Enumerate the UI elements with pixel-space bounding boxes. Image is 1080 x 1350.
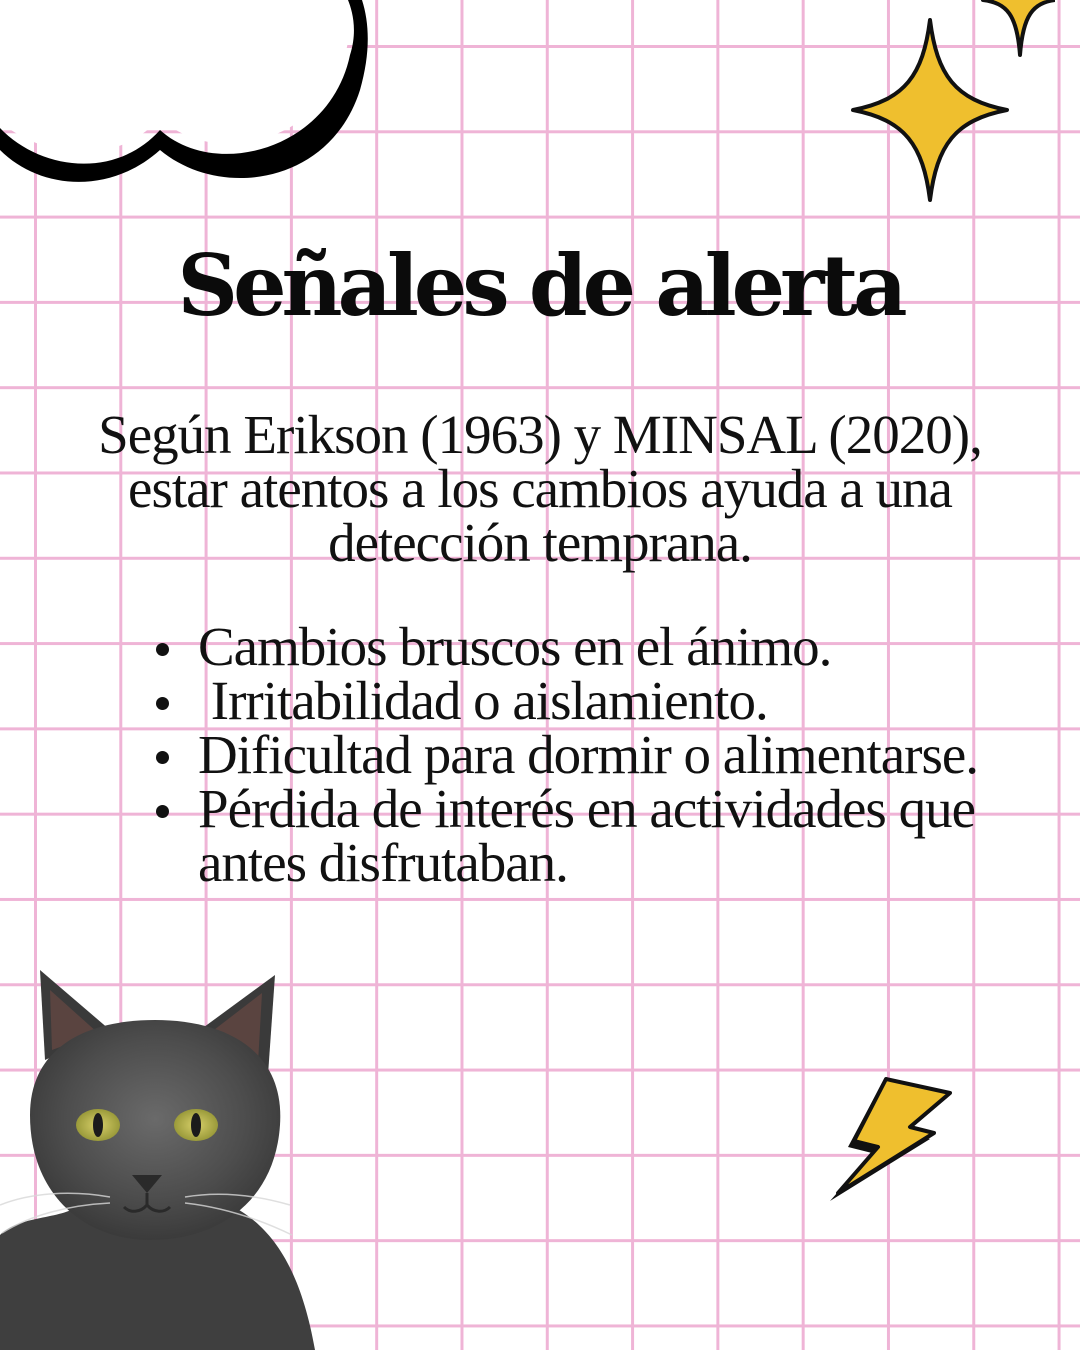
intro-paragraph: Según Erikson (1963) y MINSAL (2020), estar atentos a los cambios ayuda a una detección temprana. [98, 404, 982, 573]
list-item-text: Irritabilidad o aislamiento. [198, 670, 768, 731]
list-item-text: Cambios bruscos en el ánimo. [198, 616, 832, 677]
list-item [150, 724, 1010, 785]
sparkle-star-icon [975, 0, 1055, 60]
lightning-bolt-icon [820, 1075, 955, 1210]
list-item-text: Pérdida de interés en actividades que antes disfrutaban. [198, 778, 988, 893]
cat-photo [0, 965, 320, 1350]
list-item [150, 616, 1010, 677]
list-item [150, 778, 1010, 893]
list-item-text: Dificultad para dormir o alimentarse. [198, 724, 979, 785]
speech-bubble-icon [0, 0, 380, 210]
list-item [150, 670, 1010, 731]
page-title: Señales de alerta [177, 236, 903, 335]
alert-signs-list [150, 616, 1010, 893]
